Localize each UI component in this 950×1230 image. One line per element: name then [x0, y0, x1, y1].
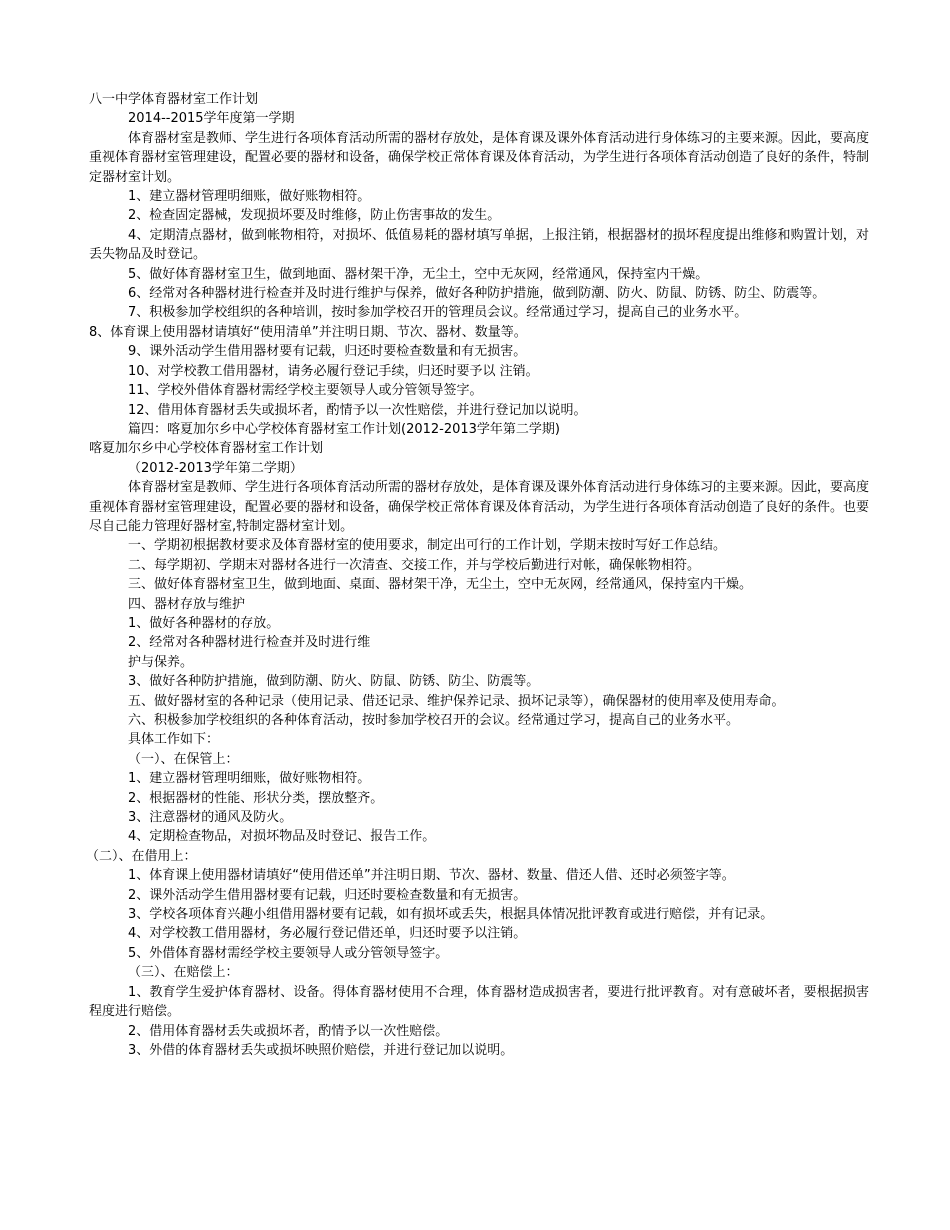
paragraph: 喀夏加尔乡中心学校体育器材室工作计划: [89, 441, 324, 457]
paragraph: 二、每学期初、学期末对器材各进行一次清查、交接工作，并与学校后勤进行对帐，确保帐物相符。: [128, 557, 701, 573]
paragraph: 4、定期清点器材，做到帐物相符，对损坏、低值易耗的器材填写单据，上报注销，根据器材的损坏程度提出维修和购置计划，对丢失物品及时登记。: [89, 227, 869, 263]
paragraph: 1、建立器材管理明细账，做好账物相符。: [128, 189, 371, 205]
paragraph: 10、对学校教工借用器材，请务必履行登记手续，归还时要予以 注销。: [128, 363, 539, 379]
paragraph: 3、注意器材的通风及防火。: [128, 810, 293, 826]
paragraph: 一、学期初根据教材要求及体育器材室的使用要求，制定出可行的工作计划，学期末按时写好工作总结。: [128, 538, 727, 554]
paragraph: 4、定期检查物品，对损坏物品及时登记、报告工作。: [128, 829, 436, 845]
paragraph: 7、积极参加学校组织的各种培训，按时参加学校召开的管理员会议。经常通过学习，提高自己的业务水平。: [128, 305, 748, 321]
paragraph: 9、课外活动学生借用器材要有记载，归还时要检查数量和有无损害。: [128, 344, 527, 360]
paragraph: 5、做好体育器材室卫生，做到地面、器材架干净，无尘土，空中无灰网，经常通风，保持室内干燥。: [128, 266, 709, 282]
paragraph: 护与保养。: [128, 654, 194, 670]
paragraph: 5、外借体育器材需经学校主要领导人或分管领导签字。: [128, 945, 449, 961]
paragraph: 1、建立器材管理明细账，做好账物相符。: [128, 771, 371, 787]
paragraph: 体育器材室是教师、学生进行各项体育活动所需的器材存放处，是体育课及课外体育活动进行身体练习的主要来源。因此，要高度重视体育器材室管理建设，配置必要的器材和设备，确保学校正常体育课及体育活动，为学生进行各项体育活动创造了良好的条件。也要尽自己能力管理好器材室,特制定器材室计划。: [89, 480, 870, 534]
paragraph: （二）、在借用上：: [86, 848, 197, 864]
paragraph: 2、根据器材的性能、形状分类，摆放整齐。: [128, 790, 384, 806]
paragraph: 2、课外活动学生借用器材要有记载，归还时要检查数量和有无损害。: [128, 887, 527, 903]
paragraph: 五、做好器材室的各种记录（使用记录、借还记录、维护保养记录、损坏记录等），确保器材的使用率及使用寿命。: [128, 693, 785, 709]
paragraph: 8、体育课上使用器材请填好“使用清单”并注明日期、节次、器材、数量等。: [89, 324, 527, 340]
paragraph: 2014--2015学年度第一学期: [128, 111, 295, 127]
paragraph: 12、借用体育器材丢失或损坏者，酌情予以一次性赔偿，并进行登记加以说明。: [128, 402, 587, 418]
paragraph: （三）、在赔偿上：: [128, 965, 239, 981]
paragraph: 4、对学校教工借用器材，务必履行登记借还单，归还时要予以注销。: [128, 926, 527, 942]
paragraph: 1、体育课上使用器材请填好“使用借还单”并注明日期、节次、器材、数量、借还人借、还时必须签字等。: [128, 868, 735, 884]
paragraph: 3、外借的体育器材丢失或损坏映照价赔偿，并进行登记加以说明。: [128, 1042, 514, 1058]
paragraph: 11、学校外借体育器材需经学校主要领导人或分管领导签字。: [128, 383, 483, 399]
document-body: [86, 90, 870, 1060]
paragraph: 2、经常对各种器材进行检查并及时进行维: [128, 635, 371, 651]
paragraph: 2、检查固定器械，发现损坏要及时维修，防止伤害事故的发生。: [128, 208, 501, 224]
paragraph: 八一中学体育器材室工作计划: [89, 92, 259, 107]
paragraph: 篇四：喀夏加尔乡中心学校体育器材室工作计划(2012-2013学年第二学期): [128, 421, 561, 437]
paragraph: 1、教育学生爱护体育器材、设备。得体育器材使用不合理，体育器材造成损害者，要进行批评教育。对有意破坏者，要根据损害程度进行赔偿。: [89, 984, 869, 1020]
paragraph: 四、器材存放与维护: [128, 596, 246, 612]
paragraph: 6、经常对各种器材进行检查并及时进行维护与保养，做好各种防护措施，做到防潮、防火、防鼠、防锈、防尘、防震等。: [128, 286, 826, 302]
paragraph: 3、做好各种防护措施，做到防潮、防火、防鼠、防锈、防尘、防震等。: [128, 674, 540, 690]
paragraph: 1、做好各种器材的存放。: [128, 615, 280, 631]
paragraph: 3、学校各项体育兴趣小组借用器材要有记载，如有损坏或丢失，根据具体情况批评教育或进行赔偿，并有记录。: [128, 907, 774, 923]
paragraph: 六、积极参加学校组织的各种体育活动，按时参加学校召开的会议。经常通过学习，提高自己的业务水平。: [128, 713, 740, 728]
paragraph: 体育器材室是教师、学生进行各项体育活动所需的器材存放处，是体育课及课外体育活动进行身体练习的主要来源。因此，要高度重视体育器材室管理建设，配置必要的器材和设备，确保学校正常体育课及体育活动，为学生进行各项体育活动创造了良好的条件，特制定器材室计划。: [89, 130, 870, 185]
paragraph: 2、借用体育器材丢失或损坏者，酌情予以一次性赔偿。: [128, 1023, 449, 1039]
paragraph: 三、做好体育器材室卫生，做到地面、桌面、器材架干净，无尘土，空中无灰网，经常通风，保持室内干燥。: [128, 577, 753, 593]
paragraph: （一）、在保管上：: [128, 751, 239, 767]
paragraph: （2012-2013学年第二学期）: [128, 460, 303, 476]
paragraph: 具体工作如下：: [128, 732, 220, 748]
